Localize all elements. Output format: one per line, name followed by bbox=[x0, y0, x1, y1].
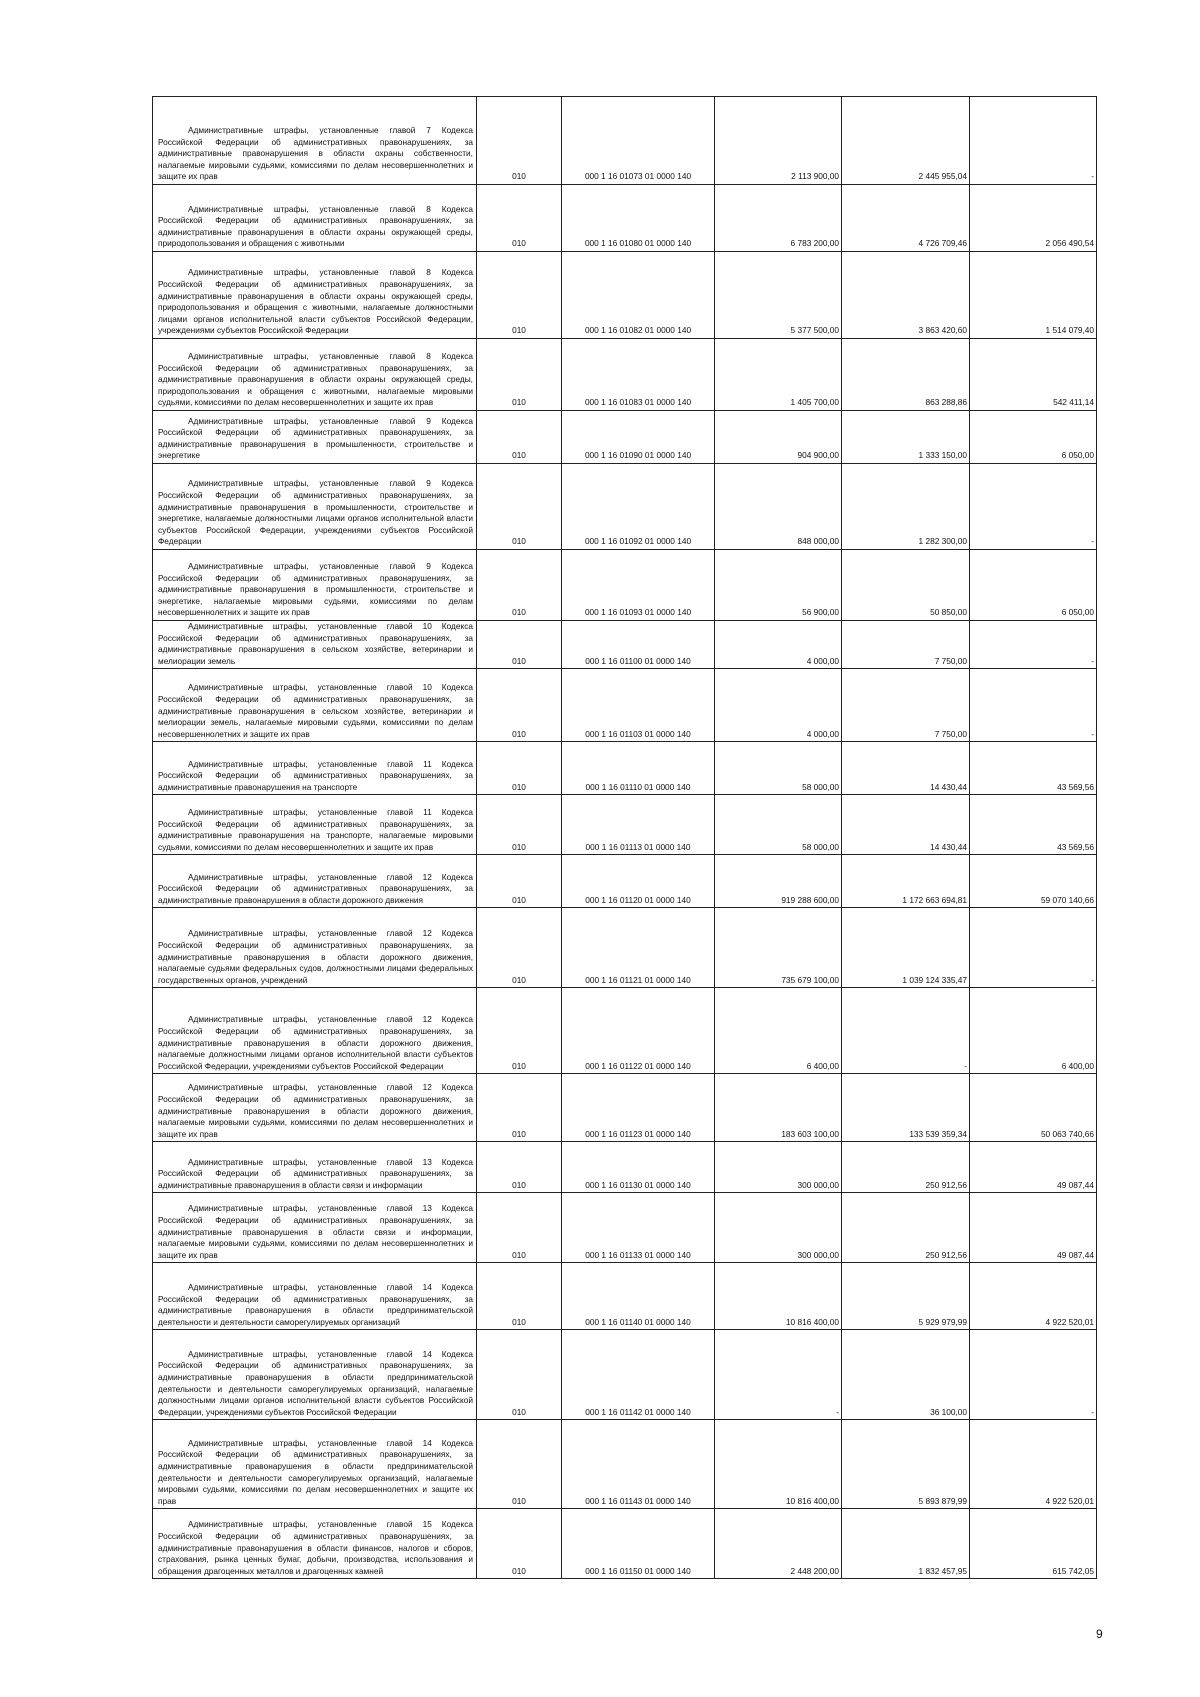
row-unexecuted-amount: 43 569,56 bbox=[970, 795, 1097, 855]
row-unexecuted-amount: - bbox=[970, 669, 1097, 742]
row-executed-amount: 5 893 879,99 bbox=[842, 1420, 970, 1509]
row-executed-amount: 5 929 979,99 bbox=[842, 1263, 970, 1330]
row-kbk: 000 1 16 01103 01 0000 140 bbox=[562, 669, 715, 742]
row-kbk: 000 1 16 01073 01 0000 140 bbox=[562, 97, 715, 185]
row-approved-amount: 904 900,00 bbox=[715, 411, 842, 464]
row-code: 010 bbox=[477, 1193, 562, 1263]
row-unexecuted-amount: 59 070 140,66 bbox=[970, 855, 1097, 908]
row-executed-amount: 1 282 300,00 bbox=[842, 464, 970, 550]
row-unexecuted-amount: - bbox=[970, 621, 1097, 669]
row-name: Административные штрафы, установленные главой 9 Кодекса Российской Федерации об административных правонарушениях, за административные правонарушения в промышленности, строительстве и энергетике, налагаемые мировыми судьями, комиссиями по делам несовершеннолетних и защите их прав bbox=[153, 550, 477, 621]
table-row bbox=[153, 252, 1097, 339]
row-code: 010 bbox=[477, 339, 562, 411]
table-row bbox=[153, 795, 1097, 855]
row-executed-amount: 133 539 359,34 bbox=[842, 1074, 970, 1142]
row-approved-amount: 2 448 200,00 bbox=[715, 1509, 842, 1579]
row-code: 010 bbox=[477, 1263, 562, 1330]
row-unexecuted-amount: 615 742,05 bbox=[970, 1509, 1097, 1579]
row-kbk: 000 1 16 01082 01 0000 140 bbox=[562, 252, 715, 339]
table-row bbox=[153, 464, 1097, 550]
row-kbk: 000 1 16 01122 01 0000 140 bbox=[562, 988, 715, 1074]
row-kbk: 000 1 16 01120 01 0000 140 bbox=[562, 855, 715, 908]
row-kbk: 000 1 16 01083 01 0000 140 bbox=[562, 339, 715, 411]
row-code: 010 bbox=[477, 908, 562, 988]
table-row bbox=[153, 908, 1097, 988]
row-name: Административные штрафы, установленные главой 11 Кодекса Российской Федерации об административных правонарушениях, за административные правонарушения на транспорте bbox=[153, 742, 477, 795]
report-body bbox=[153, 97, 1097, 1579]
table-row bbox=[153, 339, 1097, 411]
row-executed-amount: 3 863 420,60 bbox=[842, 252, 970, 339]
table-row bbox=[153, 621, 1097, 669]
row-code: 010 bbox=[477, 742, 562, 795]
row-unexecuted-amount: 1 514 079,40 bbox=[970, 252, 1097, 339]
row-unexecuted-amount: 4 922 520,01 bbox=[970, 1263, 1097, 1330]
row-approved-amount: 56 900,00 bbox=[715, 550, 842, 621]
row-code: 010 bbox=[477, 988, 562, 1074]
row-code: 010 bbox=[477, 669, 562, 742]
row-unexecuted-amount: 6 400,00 bbox=[970, 988, 1097, 1074]
row-code: 010 bbox=[477, 1420, 562, 1509]
row-kbk: 000 1 16 01143 01 0000 140 bbox=[562, 1420, 715, 1509]
table-row bbox=[153, 855, 1097, 908]
row-approved-amount: 919 288 600,00 bbox=[715, 855, 842, 908]
row-name: Административные штрафы, установленные главой 12 Кодекса Российской Федерации об административных правонарушениях, за административные правонарушения в области дорожного движения, налагаемые должностными лицами органов исполнительной власти субъектов Российской Федерации, учреждениями субъектов Российской Федерации bbox=[153, 988, 477, 1074]
row-unexecuted-amount: 50 063 740,66 bbox=[970, 1074, 1097, 1142]
row-code: 010 bbox=[477, 621, 562, 669]
row-name: Административные штрафы, установленные главой 14 Кодекса Российской Федерации об административных правонарушениях, за административные правонарушения в области предпринимательской деятельности и деятельности саморегулируемых организаций, налагаемые мировыми судьями, комиссиями по делам несовершеннолетних и защите их прав bbox=[153, 1420, 477, 1509]
row-name: Административные штрафы, установленные главой 13 Кодекса Российской Федерации об административных правонарушениях, за административные правонарушения в области связи и информации bbox=[153, 1142, 477, 1193]
row-unexecuted-amount: 49 087,44 bbox=[970, 1142, 1097, 1193]
table-row bbox=[153, 1330, 1097, 1420]
row-code: 010 bbox=[477, 1074, 562, 1142]
row-executed-amount: 1 832 457,95 bbox=[842, 1509, 970, 1579]
row-unexecuted-amount: - bbox=[970, 908, 1097, 988]
row-approved-amount: 4 000,00 bbox=[715, 669, 842, 742]
row-approved-amount: 4 000,00 bbox=[715, 621, 842, 669]
row-code: 010 bbox=[477, 855, 562, 908]
row-unexecuted-amount: 43 569,56 bbox=[970, 742, 1097, 795]
table-row bbox=[153, 550, 1097, 621]
row-approved-amount: 300 000,00 bbox=[715, 1142, 842, 1193]
row-approved-amount: 58 000,00 bbox=[715, 795, 842, 855]
row-executed-amount: 1 333 150,00 bbox=[842, 411, 970, 464]
row-executed-amount: 1 172 663 694,81 bbox=[842, 855, 970, 908]
row-kbk: 000 1 16 01130 01 0000 140 bbox=[562, 1142, 715, 1193]
row-executed-amount: 7 750,00 bbox=[842, 621, 970, 669]
row-executed-amount: 7 750,00 bbox=[842, 669, 970, 742]
row-executed-amount: 250 912,56 bbox=[842, 1193, 970, 1263]
row-name: Административные штрафы, установленные главой 12 Кодекса Российской Федерации об административных правонарушениях, за административные правонарушения в области дорожного движения, налагаемые судьями федеральных судов, должностными лицами федеральных государственных органов, учреждений bbox=[153, 908, 477, 988]
row-unexecuted-amount: 2 056 490,54 bbox=[970, 185, 1097, 252]
table-row bbox=[153, 1420, 1097, 1509]
row-unexecuted-amount: 542 411,14 bbox=[970, 339, 1097, 411]
row-name: Административные штрафы, установленные главой 9 Кодекса Российской Федерации об административных правонарушениях, за административные правонарушения в промышленности, строительстве и энергетике, налагаемые должностными лицами органов исполнительной власти субъектов Российской Федерации, учреждениями субъектов Российской Федерации bbox=[153, 464, 477, 550]
row-name: Административные штрафы, установленные главой 11 Кодекса Российской Федерации об административных правонарушениях, за административные правонарушения на транспорте, налагаемые мировыми судьями, комиссиями по делам несовершеннолетних и защите их прав bbox=[153, 795, 477, 855]
row-executed-amount: - bbox=[842, 988, 970, 1074]
row-code: 010 bbox=[477, 464, 562, 550]
row-executed-amount: 2 445 955,04 bbox=[842, 97, 970, 185]
row-name: Административные штрафы, установленные главой 12 Кодекса Российской Федерации об административных правонарушениях, за административные правонарушения в области дорожного движения, налагаемые мировыми судьями, комиссиями по делам несовершеннолетних и защите их прав bbox=[153, 1074, 477, 1142]
row-name: Административные штрафы, установленные главой 13 Кодекса Российской Федерации об административных правонарушениях, за административные правонарушения в области связи и информации, налагаемые мировыми судьями, комиссиями по делам несовершеннолетних и защите их прав bbox=[153, 1193, 477, 1263]
table-row bbox=[153, 1074, 1097, 1142]
row-unexecuted-amount: 49 087,44 bbox=[970, 1193, 1097, 1263]
row-kbk: 000 1 16 01150 01 0000 140 bbox=[562, 1509, 715, 1579]
table-row bbox=[153, 1142, 1097, 1193]
row-kbk: 000 1 16 01090 01 0000 140 bbox=[562, 411, 715, 464]
table-row bbox=[153, 988, 1097, 1074]
table-row bbox=[153, 1193, 1097, 1263]
row-executed-amount: 50 850,00 bbox=[842, 550, 970, 621]
row-approved-amount: 10 816 400,00 bbox=[715, 1263, 842, 1330]
row-executed-amount: 14 430,44 bbox=[842, 742, 970, 795]
row-code: 010 bbox=[477, 1509, 562, 1579]
row-kbk: 000 1 16 01092 01 0000 140 bbox=[562, 464, 715, 550]
row-approved-amount: - bbox=[715, 1330, 842, 1420]
row-executed-amount: 14 430,44 bbox=[842, 795, 970, 855]
row-code: 010 bbox=[477, 185, 562, 252]
row-unexecuted-amount: 6 050,00 bbox=[970, 550, 1097, 621]
row-code: 010 bbox=[477, 1142, 562, 1193]
table-row bbox=[153, 1263, 1097, 1330]
row-name: Административные штрафы, установленные главой 8 Кодекса Российской Федерации об административных правонарушениях, за административные правонарушения в области охраны окружающей среды, природопользования и обращения с животными bbox=[153, 185, 477, 252]
row-unexecuted-amount: - bbox=[970, 97, 1097, 185]
page-number: 9 bbox=[1096, 1627, 1103, 1641]
row-approved-amount: 6 400,00 bbox=[715, 988, 842, 1074]
row-executed-amount: 1 039 124 335,47 bbox=[842, 908, 970, 988]
row-name: Административные штрафы, установленные главой 7 Кодекса Российской Федерации об административных правонарушениях, за административные правонарушения в области охраны собственности, налагаемые мировыми судьями, комиссиями по делам несовершеннолетних и защите их прав bbox=[153, 97, 477, 185]
row-kbk: 000 1 16 01113 01 0000 140 bbox=[562, 795, 715, 855]
row-name: Административные штрафы, установленные главой 15 Кодекса Российской Федерации об административных правонарушениях, за административные правонарушения в области финансов, налогов и сборов, страхования, рынка ценных бумаг, добычи, производства, использования и обращения драгоценных металлов и драгоценных камней bbox=[153, 1509, 477, 1579]
row-approved-amount: 6 783 200,00 bbox=[715, 185, 842, 252]
row-name: Административные штрафы, установленные главой 9 Кодекса Российской Федерации об административных правонарушениях, за административные правонарушения в промышленности, строительстве и энергетике bbox=[153, 411, 477, 464]
row-kbk: 000 1 16 01142 01 0000 140 bbox=[562, 1330, 715, 1420]
row-code: 010 bbox=[477, 1330, 562, 1420]
table-row bbox=[153, 742, 1097, 795]
row-name: Административные штрафы, установленные главой 8 Кодекса Российской Федерации об административных правонарушениях, за административные правонарушения в области охраны окружающей среды, природопользования и обращения с животными, налагаемые должностными лицами органов исполнительной власти субъектов Российской Федерации, учреждениями субъектов Российской Федерации bbox=[153, 252, 477, 339]
row-code: 010 bbox=[477, 795, 562, 855]
row-code: 010 bbox=[477, 252, 562, 339]
row-approved-amount: 58 000,00 bbox=[715, 742, 842, 795]
row-approved-amount: 735 679 100,00 bbox=[715, 908, 842, 988]
row-approved-amount: 848 000,00 bbox=[715, 464, 842, 550]
report-table bbox=[152, 96, 1097, 1579]
row-kbk: 000 1 16 01093 01 0000 140 bbox=[562, 550, 715, 621]
row-name: Административные штрафы, установленные главой 10 Кодекса Российской Федерации об административных правонарушениях, за административные правонарушения в сельском хозяйстве, ветеринарии и мелиорации земель, налагаемые мировыми судьями, комиссиями по делам несовершеннолетних и защите их прав bbox=[153, 669, 477, 742]
row-kbk: 000 1 16 01123 01 0000 140 bbox=[562, 1074, 715, 1142]
row-unexecuted-amount: - bbox=[970, 464, 1097, 550]
row-kbk: 000 1 16 01110 01 0000 140 bbox=[562, 742, 715, 795]
row-approved-amount: 183 603 100,00 bbox=[715, 1074, 842, 1142]
row-approved-amount: 1 405 700,00 bbox=[715, 339, 842, 411]
row-name: Административные штрафы, установленные главой 14 Кодекса Российской Федерации об административных правонарушениях, за административные правонарушения в области предпринимательской деятельности и деятельности саморегулируемых организаций, налагаемые должностными лицами органов исполнительной власти субъектов Российской Федерации, учреждениями субъектов Российской Федерации bbox=[153, 1330, 477, 1420]
row-unexecuted-amount: 4 922 520,01 bbox=[970, 1420, 1097, 1509]
row-approved-amount: 300 000,00 bbox=[715, 1193, 842, 1263]
table-row bbox=[153, 1509, 1097, 1579]
row-executed-amount: 4 726 709,46 bbox=[842, 185, 970, 252]
row-executed-amount: 863 288,86 bbox=[842, 339, 970, 411]
row-unexecuted-amount: - bbox=[970, 1330, 1097, 1420]
row-unexecuted-amount: 6 050,00 bbox=[970, 411, 1097, 464]
table-row bbox=[153, 669, 1097, 742]
row-code: 010 bbox=[477, 411, 562, 464]
table-row bbox=[153, 411, 1097, 464]
row-name: Административные штрафы, установленные главой 8 Кодекса Российской Федерации об административных правонарушениях, за административные правонарушения в области охраны окружающей среды, природопользования и обращения с животными, налагаемые мировыми судьями, комиссиями по делам несовершеннолетних и защите их прав bbox=[153, 339, 477, 411]
row-kbk: 000 1 16 01121 01 0000 140 bbox=[562, 908, 715, 988]
row-name: Административные штрафы, установленные главой 12 Кодекса Российской Федерации об административных правонарушениях, за административные правонарушения в области дорожного движения bbox=[153, 855, 477, 908]
table-row bbox=[153, 97, 1097, 185]
row-executed-amount: 36 100,00 bbox=[842, 1330, 970, 1420]
row-code: 010 bbox=[477, 550, 562, 621]
row-approved-amount: 10 816 400,00 bbox=[715, 1420, 842, 1509]
row-approved-amount: 5 377 500,00 bbox=[715, 252, 842, 339]
row-kbk: 000 1 16 01133 01 0000 140 bbox=[562, 1193, 715, 1263]
row-name: Административные штрафы, установленные главой 10 Кодекса Российской Федерации об административных правонарушениях, за административные правонарушения в сельском хозяйстве, ветеринарии и мелиорации земель bbox=[153, 621, 477, 669]
row-code: 010 bbox=[477, 97, 562, 185]
table-row bbox=[153, 185, 1097, 252]
row-kbk: 000 1 16 01100 01 0000 140 bbox=[562, 621, 715, 669]
row-executed-amount: 250 912,56 bbox=[842, 1142, 970, 1193]
row-name: Административные штрафы, установленные главой 14 Кодекса Российской Федерации об административных правонарушениях, за административные правонарушения в области предпринимательской деятельности и деятельности саморегулируемых организаций bbox=[153, 1263, 477, 1330]
row-kbk: 000 1 16 01080 01 0000 140 bbox=[562, 185, 715, 252]
row-approved-amount: 2 113 900,00 bbox=[715, 97, 842, 185]
row-kbk: 000 1 16 01140 01 0000 140 bbox=[562, 1263, 715, 1330]
